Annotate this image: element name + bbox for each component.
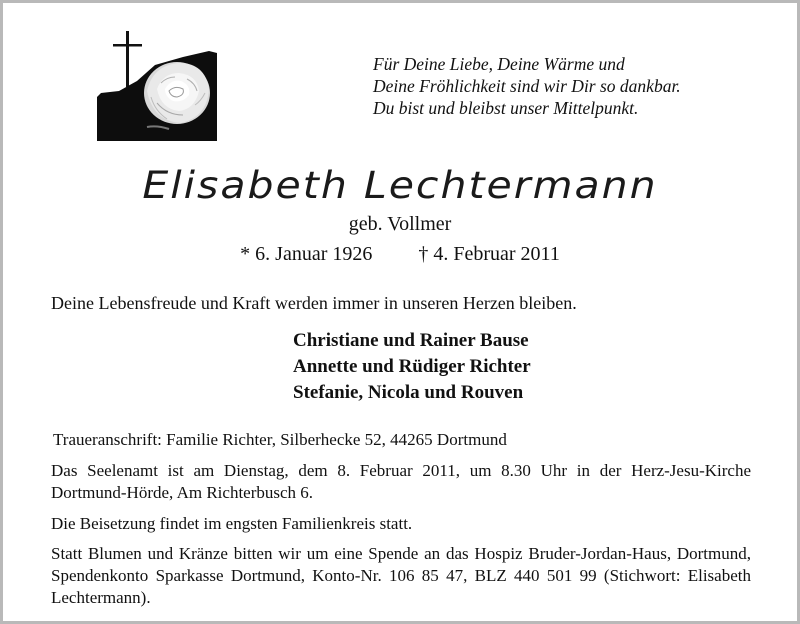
birth-date: * 6. Januar 1926 (240, 243, 373, 265)
burial-info: Die Beisetzung findet im engsten Familienkreis statt. (51, 514, 413, 533)
quote-line: Du bist und bleibst unser Mittelpunkt. (373, 98, 639, 118)
mourner-name: Christiane und Rainer Bause (293, 330, 529, 351)
mourner-name: Annette und Rüdiger Richter (293, 356, 531, 377)
life-dates (3, 241, 797, 267)
memorial-quote (373, 53, 773, 119)
quote-line: Für Deine Liebe, Deine Wärme und (373, 54, 625, 74)
maiden-name: geb. Vollmer (348, 213, 452, 235)
donation-info: Statt Blumen und Kränze bitten wir um eine Spende an das Hospiz Bruder-Jordan-Haus, Dortmund, Spendenkonto Sparkasse Dortmund, Konto-Nr. 106 85 47, BLZ 440 501 99 (Stichwort: Elisabeth Lechtermann). (51, 544, 751, 607)
service-info: Das Seelenamt ist am Dienstag, dem 8. Februar 2011, um 8.30 Uhr in der Herz-Jesu-Kirche Dortmund-Hörde, Am Richterbusch 6. (51, 461, 751, 502)
mourning-address: Traueranschrift: Familie Richter, Silberhecke 52, 44265 Dortmund (53, 430, 507, 449)
quote-line: Deine Fröhlichkeit sind wir Dir so dankbar. (373, 76, 681, 96)
deceased-name: Elisabeth Lechtermann (142, 162, 658, 208)
cross-and-rose-icon (97, 31, 217, 141)
death-date: † 4. Februar 2011 (418, 243, 560, 265)
mourner-name: Stefanie, Nicola und Rouven (293, 382, 524, 403)
mourners-list (293, 328, 531, 406)
tagline: Deine Lebensfreude und Kraft werden immer in unseren Herzen bleiben. (51, 293, 577, 313)
